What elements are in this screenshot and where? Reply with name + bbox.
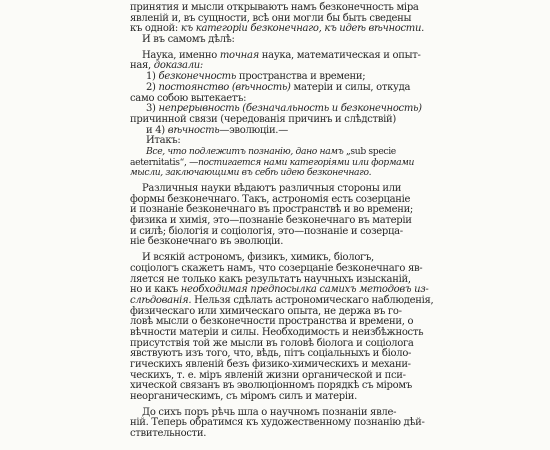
text-line: физическаго или химическаго опыта, не держа въ го-	[130, 305, 402, 317]
text-line: aeternitatis“, —постигается нами категоріями или формами	[130, 156, 415, 168]
text-line: 2) постоянство (вѣчность) матеріи и силы, откуда	[146, 81, 411, 93]
italic-phrase: мысли, заключающими въ себѣ идею безконечнаго.	[130, 167, 372, 179]
italic-phrase: непрерывность (безначальность и безконечность)	[158, 103, 422, 115]
text-line: и познаніе безконечнаго въ пространствѣ и во времени;	[130, 204, 414, 216]
text-line: и силѣ; біологія и соціологія, это—познаніе и созерца-	[130, 225, 403, 237]
text-line	[130, 168, 420, 179]
italic-phrase: постоянство (вѣчность)	[158, 81, 291, 93]
text-line: къ одной: къ категоріи безконечнаго, къ идеѣ вѣчности.	[130, 23, 424, 35]
text-line: само собою вытекаетъ:	[130, 92, 247, 104]
text-line: Различныя науки вѣдаютъ различныя стороны или	[142, 183, 402, 194]
text-line: явствуютъ изъ того, что, вѣдь, пітъ соціальныхъ и біоло-	[130, 348, 412, 360]
text-line: принятия и мысли открываютъ намъ безконечность міра	[130, 2, 419, 13]
text-line: соціологъ скажетъ намъ, что созерцаніе безконечнаго яв-	[130, 262, 423, 274]
text-line: физика и химія, это—познаніе безконечнаго въ матеріи	[130, 215, 412, 227]
page-text	[130, 2, 434, 440]
italic-phrase: слѣдованія.	[130, 294, 192, 306]
italic-phrase: къ категоріи безконечнаго, къ идеѣ вѣчности.	[180, 23, 424, 35]
italic-phrase: безконечность	[158, 71, 236, 83]
text-line: вѣчности матеріи и силы. Необходимость и неизбѣжность	[130, 326, 424, 338]
text-line: слѣдованія. Нельзя сдѣлать астрономическаго наблюденія,	[130, 294, 434, 306]
text-line: ная, доказали:	[130, 60, 203, 72]
italic-phrase: Все, что подлежитъ познанію, дано намъ	[146, 145, 346, 157]
text-line: ляется не только какъ результатъ научныхъ изысканій,	[130, 273, 411, 285]
text-line: 3) непрерывность (безначальность и безконечность)	[146, 103, 422, 115]
text-line: присутствія той же мысли въ головѣ біолога и соціолога	[130, 337, 414, 349]
italic-phrase: —постигается нами категоріями или формами	[186, 156, 415, 168]
italic-phrase: необходимая предпосылка самихъ методовъ из-	[180, 284, 429, 296]
text-line: Итакъ:	[146, 135, 181, 147]
text-line: До сихъ поръ рѣчь шла о научномъ познаніи явле-	[142, 406, 397, 418]
text-line: ніе безконечнаго въ эволюціи.	[130, 236, 284, 248]
text-line: 1) безконечность пространства и времени;	[146, 71, 366, 83]
text-line: явленій и, въ сущности, всѣ они могли бы быть сведены	[130, 12, 412, 24]
text-line: причинной связи (чередованія причинъ и слѣдствій)	[130, 113, 396, 125]
text-line: Все, что подлежитъ познанію, дано намъ „sub specie	[146, 145, 396, 157]
text-line: И въ самомъ дѣлѣ:	[142, 34, 235, 46]
italic-phrase: доказали:	[153, 60, 203, 72]
text-line: неорганическимъ, съ міромъ силъ и матеріи.	[130, 391, 357, 403]
text-line: ствительности.	[130, 428, 207, 440]
text-line: ческихъ, т. е. міръ явленій жизни органической и пси-	[130, 369, 406, 381]
text-line: И всякій астрономъ, физикъ, химикъ, біологъ,	[142, 252, 374, 264]
text-line: хической связанъ въ эволюціонномъ порядкѣ съ міромъ	[130, 380, 412, 392]
text-line: Наука, именно точная наука, математическая и опыт-	[142, 49, 421, 61]
italic-phrase: вѣчность	[167, 124, 220, 136]
text-line: но и какъ необходимая предпосылка самихъ методовъ из-	[130, 284, 429, 296]
text-line: гическихъ явленій безъ физико-химическихъ и механи-	[130, 359, 411, 370]
text-line: и 4) вѣчность—эволюціи.—	[146, 124, 288, 136]
text-line: ловѣ мысли о безконечности пространства и времени, о	[130, 316, 414, 328]
italic-phrase: точная	[219, 49, 259, 61]
text-line: формы безконечнаго. Такъ, астрономія есть созерцаніе	[130, 193, 411, 205]
text-line: ній. Теперь обратимся къ художественному познанію дѣй-	[130, 417, 425, 429]
